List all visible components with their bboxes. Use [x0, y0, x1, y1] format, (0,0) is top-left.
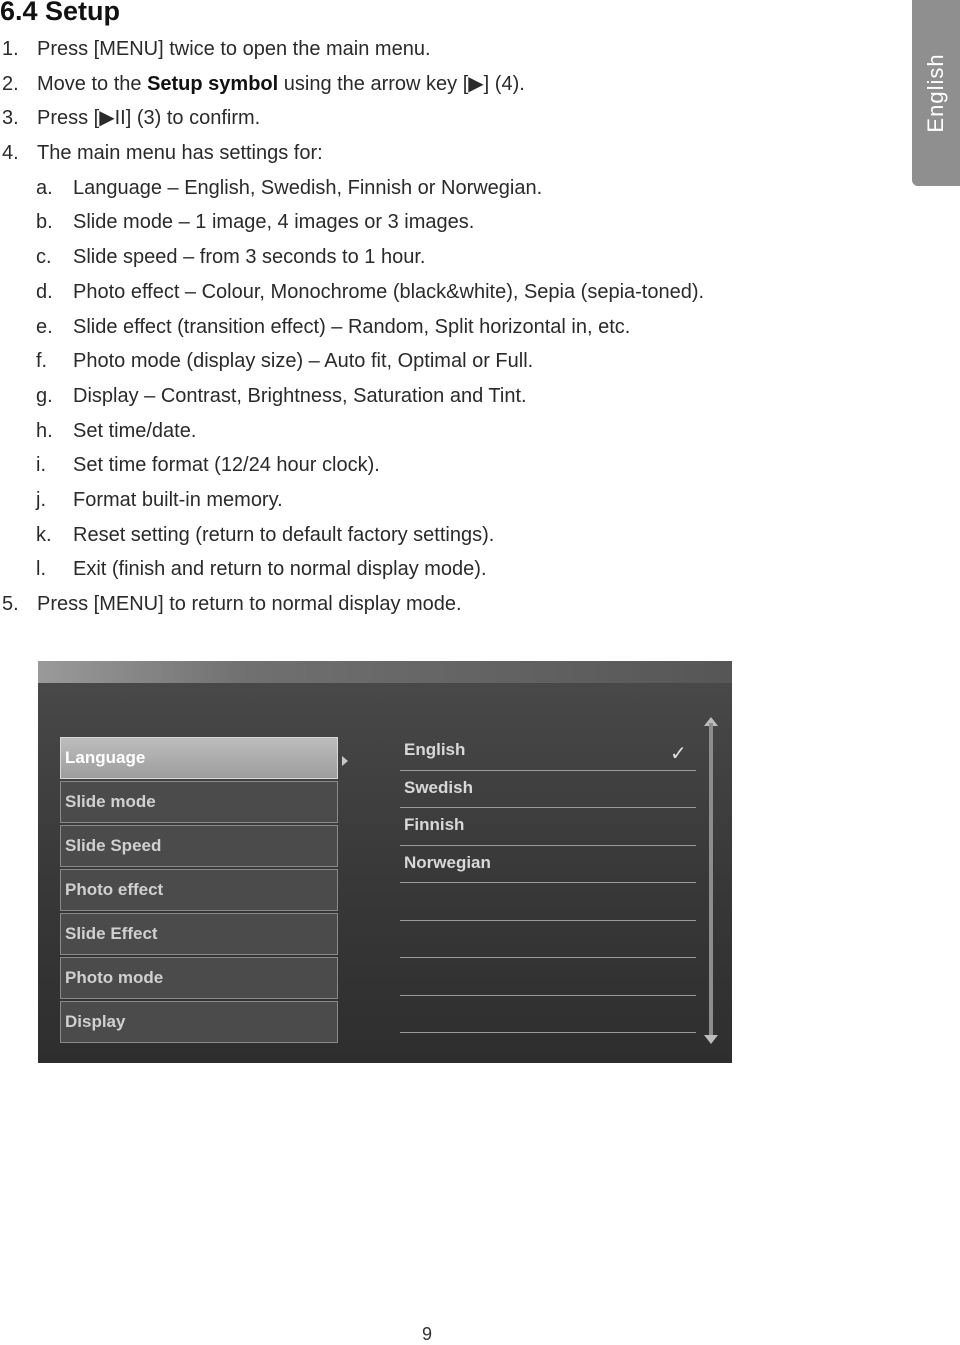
- substep-a: a. Language – English, Swedish, Finnish or Norwegian.: [36, 176, 543, 199]
- settings-menu-list: [60, 737, 338, 1045]
- substep-h: h. Set time/date.: [36, 419, 197, 442]
- option-row-empty: [400, 883, 696, 921]
- substep-c: c. Slide speed – from 3 seconds to 1 hour.: [36, 246, 426, 269]
- step-5: 5. Press [MENU] to return to normal display mode.: [2, 593, 462, 615]
- step-4: 4. The main menu has settings for:: [2, 142, 323, 165]
- substep-k: k. Reset setting (return to default factory settings).: [36, 523, 495, 546]
- setup-symbol-emphasis: Setup symbol: [147, 72, 279, 95]
- screen-top-bar: [38, 661, 732, 683]
- option-norwegian[interactable]: Norwegian: [400, 846, 696, 884]
- language-options-list: [400, 733, 696, 1033]
- option-row-empty: [400, 958, 696, 996]
- submenu-arrow-icon: [342, 756, 348, 766]
- menu-item-display[interactable]: Display: [60, 1001, 338, 1043]
- step-1: 1. Press [MENU] twice to open the main menu.: [2, 38, 431, 60]
- menu-item-photo-mode[interactable]: Photo mode: [60, 957, 338, 999]
- checkmark-icon: ✓: [670, 743, 687, 765]
- setup-menu-screenshot: [38, 661, 732, 1063]
- step-2: 2. Move to the Setup symbol using the arrow key [▶] (4).: [2, 72, 525, 95]
- substep-g: g. Display – Contrast, Brightness, Saturation and Tint.: [36, 384, 527, 407]
- substep-i: i. Set time format (12/24 hour clock).: [36, 454, 380, 477]
- step-3: 3. Press [▶II] (3) to confirm.: [2, 107, 261, 130]
- section-heading: 6.4 Setup: [0, 0, 121, 26]
- scroll-down-arrow-icon[interactable]: [704, 1035, 718, 1044]
- page-number: 9: [421, 1324, 432, 1344]
- menu-item-photo-effect[interactable]: Photo effect: [60, 869, 338, 911]
- substep-f: f. Photo mode (display size) – Auto fit, Optimal or Full.: [36, 350, 534, 373]
- menu-item-slide-mode[interactable]: Slide mode: [60, 781, 338, 823]
- language-side-tab: [912, 0, 960, 186]
- option-row-empty: [400, 996, 696, 1034]
- option-swedish[interactable]: Swedish: [400, 771, 696, 809]
- substep-b: b. Slide mode – 1 image, 4 images or 3 images.: [36, 211, 475, 234]
- language-side-tab-label: English: [923, 53, 948, 133]
- option-finnish[interactable]: Finnish: [400, 808, 696, 846]
- option-english[interactable]: English: [400, 733, 696, 771]
- option-row-empty: [400, 921, 696, 959]
- menu-item-language[interactable]: Language: [60, 737, 338, 779]
- substep-j: j. Format built-in memory.: [36, 488, 283, 511]
- substep-e: e. Slide effect (transition effect) – Random, Split horizontal in, etc.: [36, 315, 631, 338]
- scrollbar-track[interactable]: [709, 723, 713, 1041]
- menu-item-slide-effect[interactable]: Slide Effect: [60, 913, 338, 955]
- substep-d: d. Photo effect – Colour, Monochrome (black&white), Sepia (sepia-toned).: [36, 280, 705, 303]
- setup-steps-list: [0, 32, 880, 622]
- menu-item-slide-speed[interactable]: Slide Speed: [60, 825, 338, 867]
- substep-l: l. Exit (finish and return to normal display mode).: [36, 558, 487, 581]
